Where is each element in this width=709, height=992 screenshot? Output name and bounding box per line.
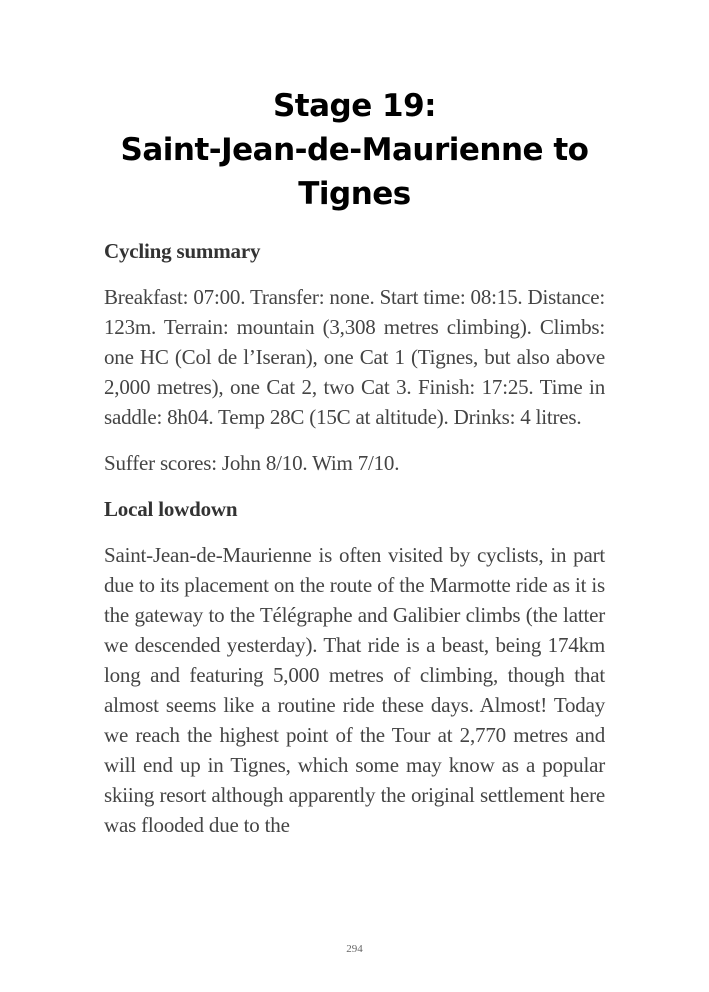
page-number: 294 [346, 943, 363, 955]
title-line-1: Stage 19: [272, 88, 437, 124]
cycling-summary-paragraph: Breakfast: 07:00. Transfer: none. Start time: 08:15. Distance: 123m. Terrain: mountain (3,308 metres climbing). Climbs: one HC (Col de l’Iseran), one Cat 1 (Tignes, but also above 2,000 metres), one Cat 2, two Cat 3. Finish: 17:25. Time in saddle: 8h04. Temp 28C (15C at altitude). Drinks: 4 litres. [104, 285, 605, 429]
title-line-3: Tignes [298, 176, 411, 212]
section-heading-local-lowdown: Local lowdown [104, 497, 238, 521]
body-content [104, 236, 605, 856]
title-line-2: Saint-Jean-de-Maurienne to [120, 132, 589, 168]
suffer-scores-paragraph: Suffer scores: John 8/10. Wim 7/10. [104, 451, 400, 475]
local-lowdown-paragraph: Saint-Jean-de-Maurienne is often visited by cyclists, in part due to its placement on the route of the Marmotte ride as it is the gateway to the Télégraphe and Galibier climbs (the latter we descended yesterday). That ride is a beast, being 174km long and featuring 5,000 metres of climbing, though that almost seems like a routine ride these days. Almost! Today we reach the highest point of the Tour at 2,770 metres and will end up in Tignes, which some may know as a popular skiing resort although apparently the original settlement here was flooded due to the [104, 543, 605, 837]
page-title [60, 84, 649, 216]
section-heading-cycling-summary: Cycling summary [104, 239, 261, 263]
